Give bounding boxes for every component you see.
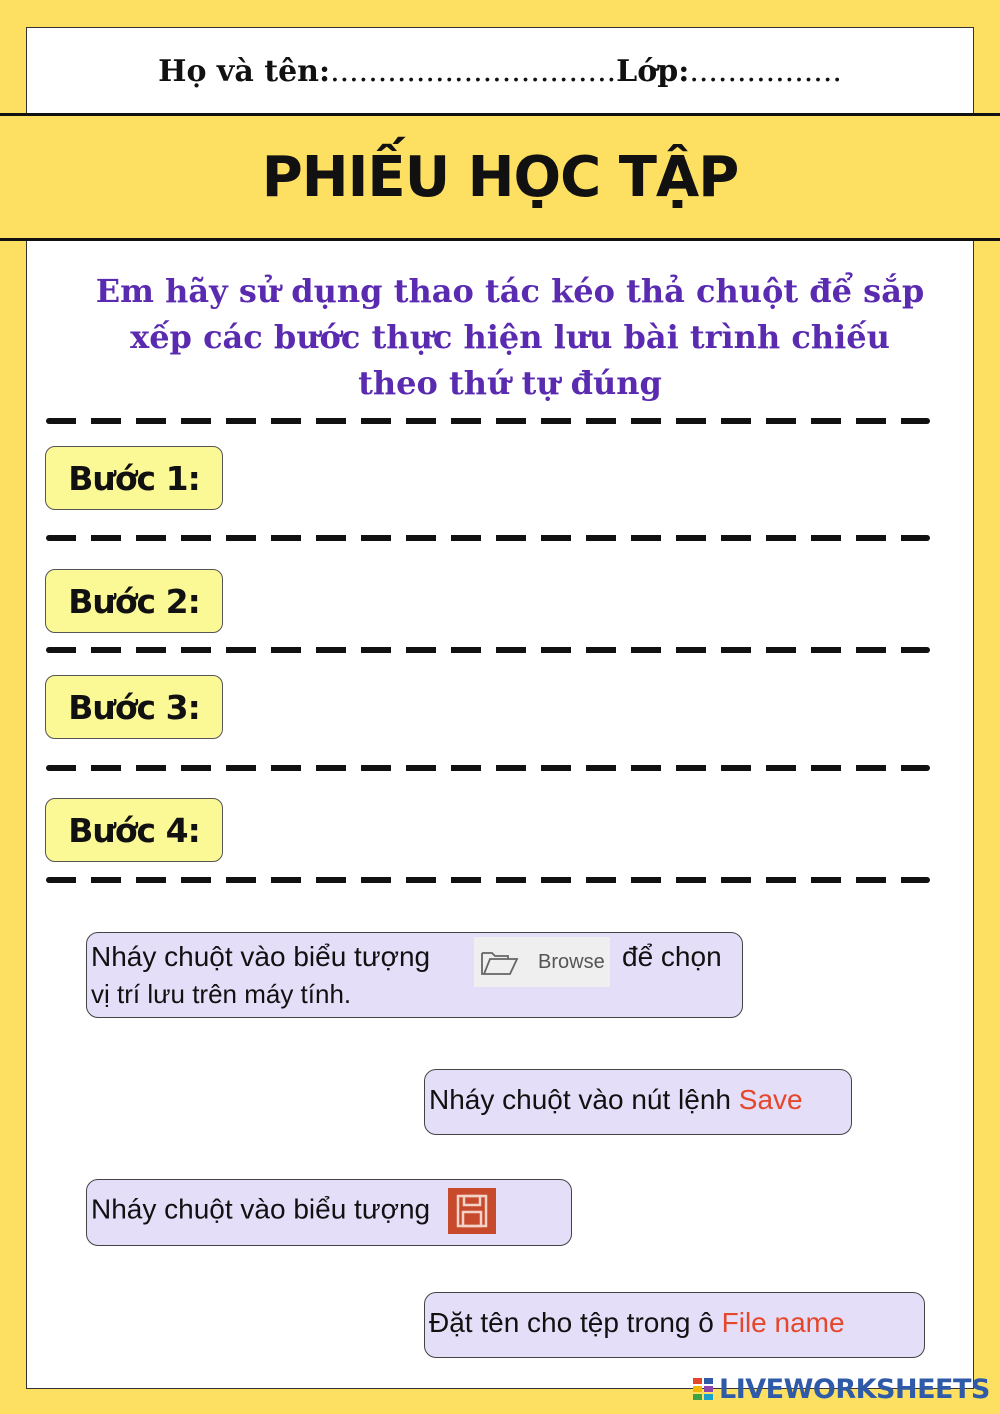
class-label: Lớp: — [616, 53, 690, 89]
draggable-card-filename[interactable] — [424, 1292, 925, 1358]
instruction-text — [60, 268, 960, 406]
divider — [46, 877, 930, 883]
divider — [46, 535, 930, 541]
student-info-line — [27, 28, 973, 114]
name-blank[interactable]: .............................. — [330, 53, 617, 89]
card-filename-highlight: File name — [721, 1307, 845, 1338]
draggable-card-save[interactable] — [424, 1069, 852, 1135]
folder-icon — [480, 947, 520, 977]
card-save-text: Nháy chuột vào nút lệnh — [429, 1084, 739, 1115]
browse-label: Browse — [538, 950, 605, 973]
card-save-highlight: Save — [738, 1084, 803, 1115]
browse-button-image — [474, 937, 610, 987]
save-icon — [448, 1188, 496, 1234]
liveworksheets-logo — [692, 1374, 990, 1404]
draggable-card-save-icon[interactable] — [86, 1179, 572, 1246]
divider — [46, 418, 930, 424]
step-1-label: Bước 1: — [45, 446, 223, 510]
page-title: PHIẾU HỌC TẬP — [261, 144, 739, 210]
step-3-label: Bước 3: — [45, 675, 223, 739]
instruction-line-3: theo thứ tự đúng — [358, 364, 662, 402]
card-browse-text-after: để chọn — [622, 941, 722, 972]
instruction-line-2: xếp các bước thực hiện lưu bài trình chiếu — [130, 318, 890, 356]
instruction-line-1: Em hãy sử dụng thao tác kéo thả chuột để sắp — [95, 272, 925, 310]
class-blank[interactable]: ................ — [689, 53, 842, 89]
divider — [46, 765, 930, 771]
watermark-text: LIVEWORKSHEETS — [719, 1373, 990, 1405]
name-label: Họ và tên: — [158, 53, 331, 89]
divider — [46, 647, 930, 653]
card-browse-line-2: vị trí lưu trên máy tính. — [91, 979, 352, 1009]
card-browse-text-before: Nháy chuột vào biểu tượng — [91, 941, 431, 972]
logo-icon — [692, 1376, 716, 1402]
step-2-label: Bước 2: — [45, 569, 223, 633]
title-band — [0, 113, 1000, 241]
card-filename-text: Đặt tên cho tệp trong ô — [429, 1307, 722, 1338]
step-4-label: Bước 4: — [45, 798, 223, 862]
draggable-card-browse[interactable] — [86, 932, 743, 1018]
card-save-icon-text: Nháy chuột vào biểu tượng — [91, 1193, 431, 1225]
